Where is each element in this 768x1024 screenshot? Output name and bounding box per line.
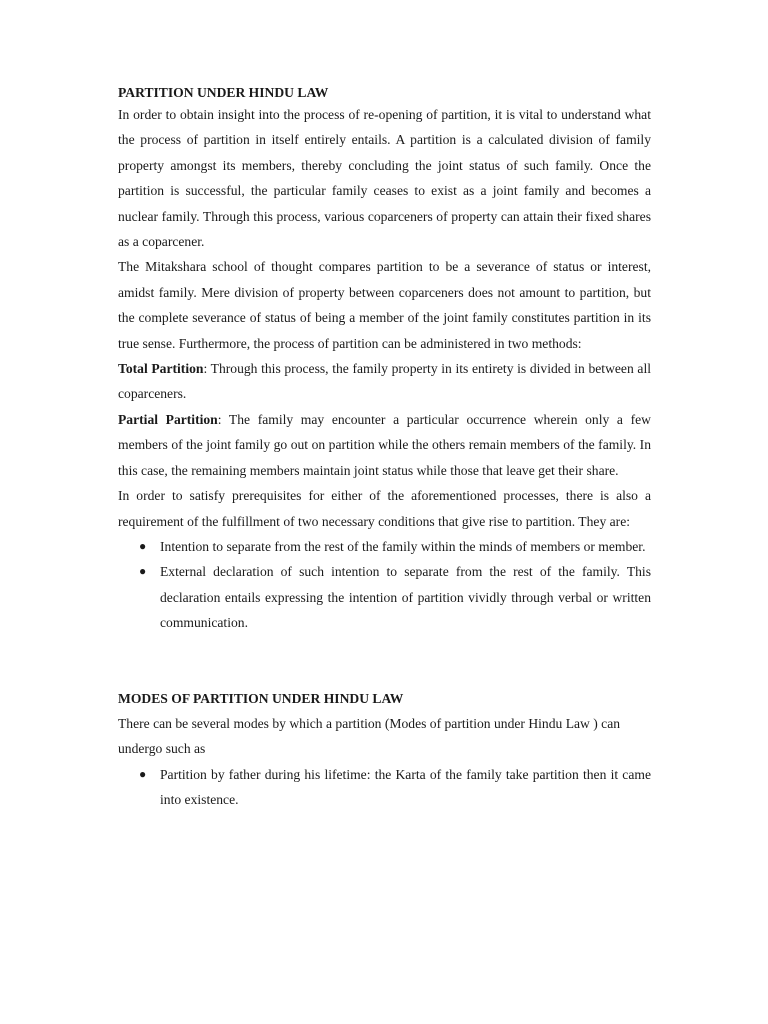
list-item-text: Partition by father during his lifetime: the Karta of the family take partition then it came into existence. bbox=[160, 766, 651, 808]
partial-partition-text: : The family may encounter a particular occurrence wherein only a few members of the joint family go out on partition while the others remain members of the family. In this case, the remaining members maintain joint status while those that leave get their share. bbox=[118, 411, 651, 478]
section-heading-modes: MODES OF PARTITION UNDER HINDU LAW bbox=[118, 690, 404, 706]
conditions-list bbox=[118, 534, 651, 636]
paragraph-partial-partition bbox=[118, 407, 651, 483]
paragraph-modes-intro: There can be several modes by which a partition (Modes of partition under Hindu Law ) can undergo such as bbox=[118, 715, 621, 757]
list-item bbox=[118, 559, 651, 635]
section-heading-partition: PARTITION UNDER HINDU LAW bbox=[118, 85, 329, 100]
paragraph-partition-intro: In order to obtain insight into the process of re-opening of partition, it is vital to understand what the process of partition in itself entirely entails. A partition is a calculated division of family property amongst its members, thereby concluding the joint status of such family. Once the partition is successful, the particular family ceases to exist as a joint family and becomes a nuclear family. Through this process, various coparceners of property can attain their fixed shares as a coparcener. bbox=[118, 107, 651, 250]
bullet-icon: ● bbox=[139, 564, 147, 579]
section-spacer bbox=[118, 636, 651, 686]
paragraph-mitakshara: The Mitakshara school of thought compares partition to be a severance of status or interest, amidst family. Mere division of property between coparceners does not amount to partition, but the complete severance of status of being a member of the joint family constitutes partition in its true sense. Furthermore, the process of partition can be administered in two methods: bbox=[118, 259, 651, 351]
bullet-icon: ● bbox=[139, 538, 147, 553]
bullet-icon: ● bbox=[139, 766, 147, 781]
paragraph-total-partition bbox=[118, 356, 651, 407]
list-item bbox=[118, 534, 651, 559]
document-page bbox=[118, 83, 651, 813]
term-partial-partition: Partial Partition bbox=[118, 411, 218, 427]
list-item bbox=[118, 762, 651, 813]
modes-list bbox=[118, 762, 651, 813]
total-partition-text: : Through this process, the family property in its entirety is divided in between all coparceners. bbox=[118, 361, 651, 402]
paragraph-prerequisites: In order to satisfy prerequisites for either of the aforementioned processes, there is also a requirement of the fulfillment of two necessary conditions that give rise to partition. They are: bbox=[118, 488, 651, 529]
term-total-partition: Total Partition bbox=[118, 361, 204, 377]
list-item-text: External declaration of such intention to separate from the rest of the family. This declaration entails expressing the intention of partition vividly through verbal or written communication. bbox=[160, 564, 651, 631]
list-item-text: Intention to separate from the rest of the family within the minds of members or member. bbox=[160, 538, 646, 554]
